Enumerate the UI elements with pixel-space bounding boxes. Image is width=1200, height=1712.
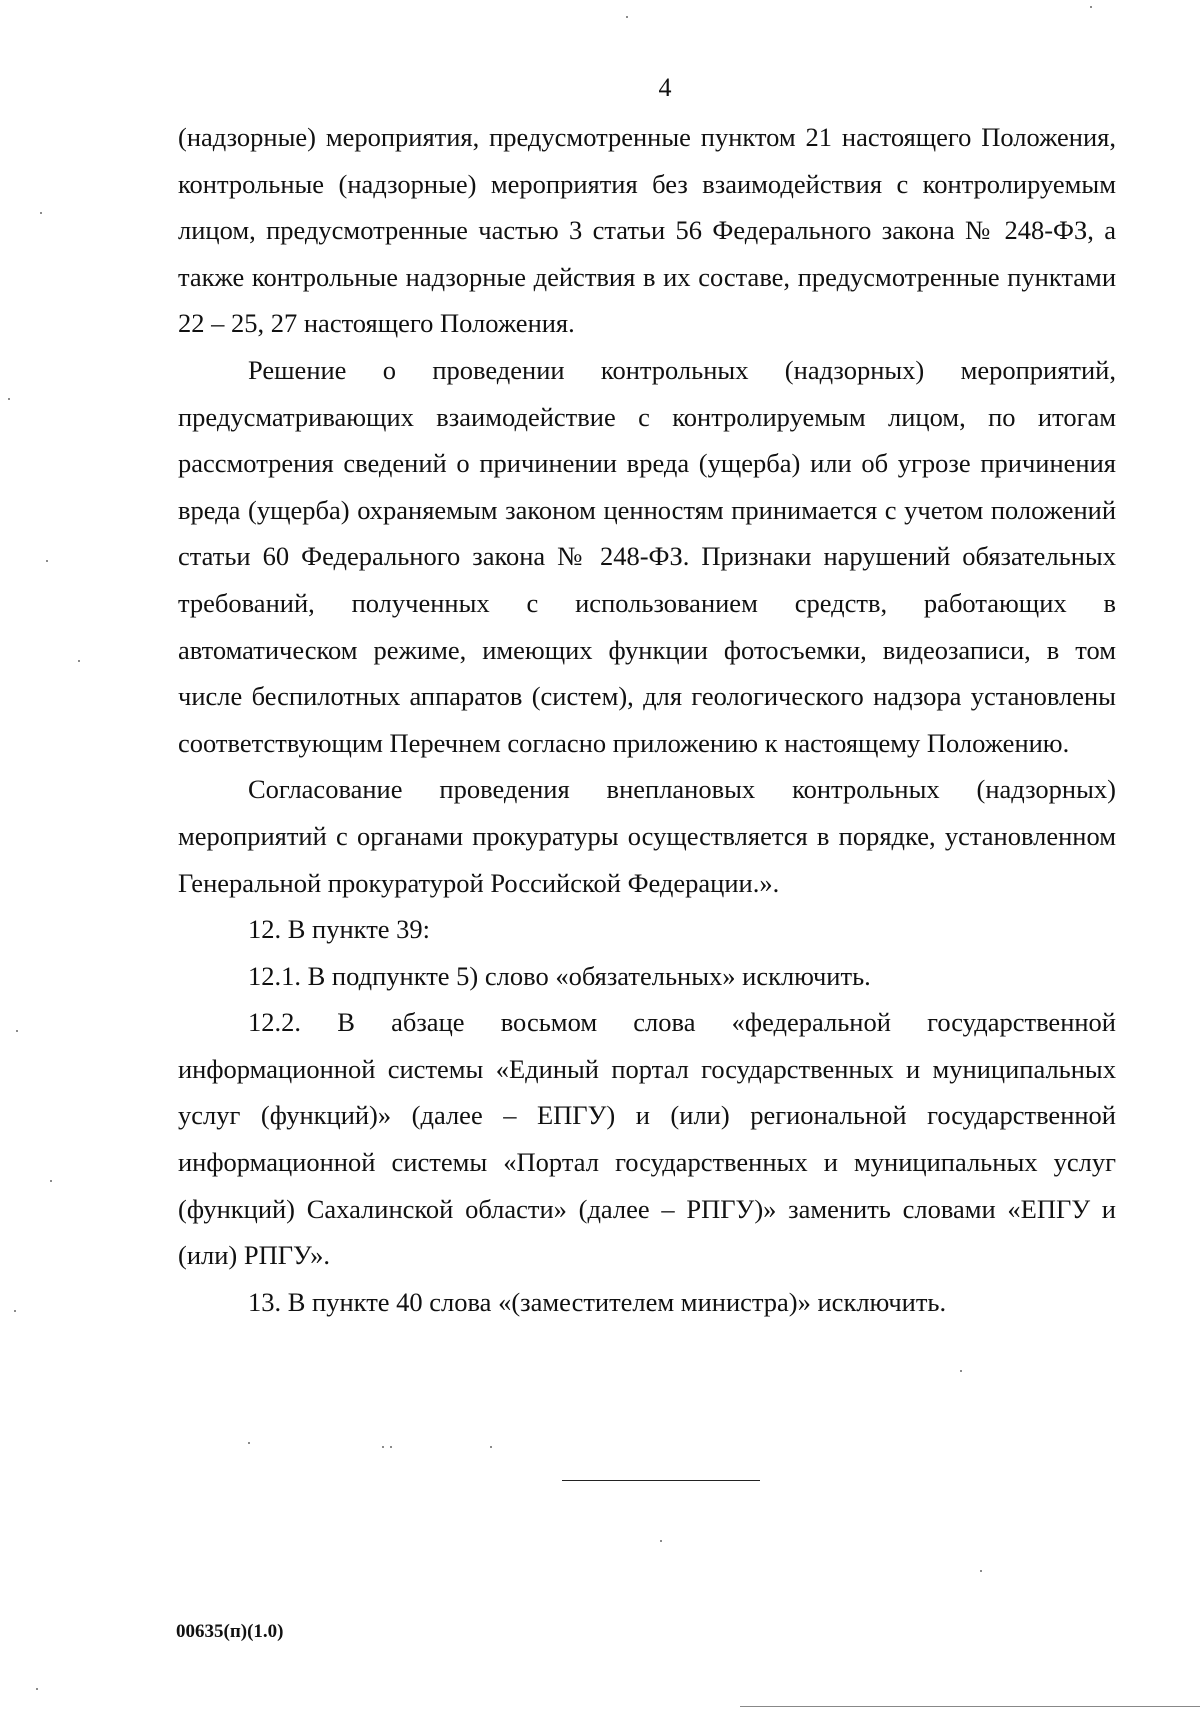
scan-speck	[16, 1030, 18, 1032]
scan-speck	[46, 560, 48, 562]
paragraph-item-12-1: 12.1. В подпункте 5) слово «обязательных» исключить.	[248, 960, 871, 991]
scan-speck	[8, 398, 10, 400]
end-separator-line	[562, 1480, 760, 1481]
paragraph-item-12: 12. В пункте 39:	[248, 914, 431, 945]
scan-speck	[14, 1310, 16, 1312]
document-body	[178, 114, 1116, 1325]
paragraph-inspection-decision: Решение о проведении контрольных (надзорных) мероприятий, предусматривающих взаимодействие с контролируемым лицом, по итогам рассмотрения сведений о причинении вреда (ущерба) или об угрозе причинения вреда (ущерба) охраняемым законом ценностям принимается с учетом положений статьи 60 Федерального закона № 248-ФЗ. Признаки нарушений обязательных требований, полученных с использованием средств, работающих в автоматическом режиме, имеющих функции фотосъемки, видеозаписи, в том числе беспилотных аппаратов (систем), для геологического надзора установлены соответствующим Перечнем согласно приложению к настоящему Положению.	[178, 354, 1116, 758]
page-number: 4	[658, 73, 672, 102]
scan-speck	[490, 1446, 492, 1448]
scan-speck	[382, 1446, 384, 1448]
scan-speck	[960, 1370, 962, 1372]
paragraph-continuation: (надзорные) мероприятия, предусмотренные пунктом 21 настоящего Положения, контрольные (надзорные) мероприятия без взаимодействия с контролируемым лицом, предусмотренные частью 3 статьи 56 Федерального закона № 248-ФЗ, а также контрольные надзорные действия в их составе, предусмотренные пунктами 22 – 25, 27 настоящего Положения.	[178, 122, 1116, 339]
document-code: 00635(п)(1.0)	[176, 1621, 284, 1642]
scan-speck	[660, 1540, 662, 1542]
scan-speck	[390, 1446, 392, 1448]
scan-speck	[50, 1180, 52, 1182]
scan-edge-line	[740, 1706, 1200, 1707]
paragraph-item-13: 13. В пункте 40 слова «(заместителем министра)» исключить.	[248, 1286, 947, 1317]
scan-speck	[78, 660, 80, 662]
scan-speck	[1090, 6, 1092, 8]
paragraph-item-12-2: 12.2. В абзаце восьмом слова «федеральной государственной информационной системы «Единый портал государственных и муниципальных услуг (функций)» (далее – ЕПГУ) и (или) региональной государственной информационной системы «Портал государственных и муниципальных услуг (функций) Сахалинской области» (далее – РПГУ)» заменить словами «ЕПГУ и (или) РПГУ».	[178, 1007, 1116, 1271]
scan-speck	[980, 1570, 982, 1572]
scan-speck	[40, 212, 42, 214]
paragraph-prosecutor-approval: Согласование проведения внеплановых контрольных (надзорных) мероприятий с органами прокуратуры осуществляется в порядке, установленном Генеральной прокуратурой Российской Федерации.».	[178, 774, 1116, 898]
scan-speck	[36, 1688, 38, 1690]
scan-speck	[248, 1442, 250, 1444]
scan-speck	[626, 16, 628, 18]
